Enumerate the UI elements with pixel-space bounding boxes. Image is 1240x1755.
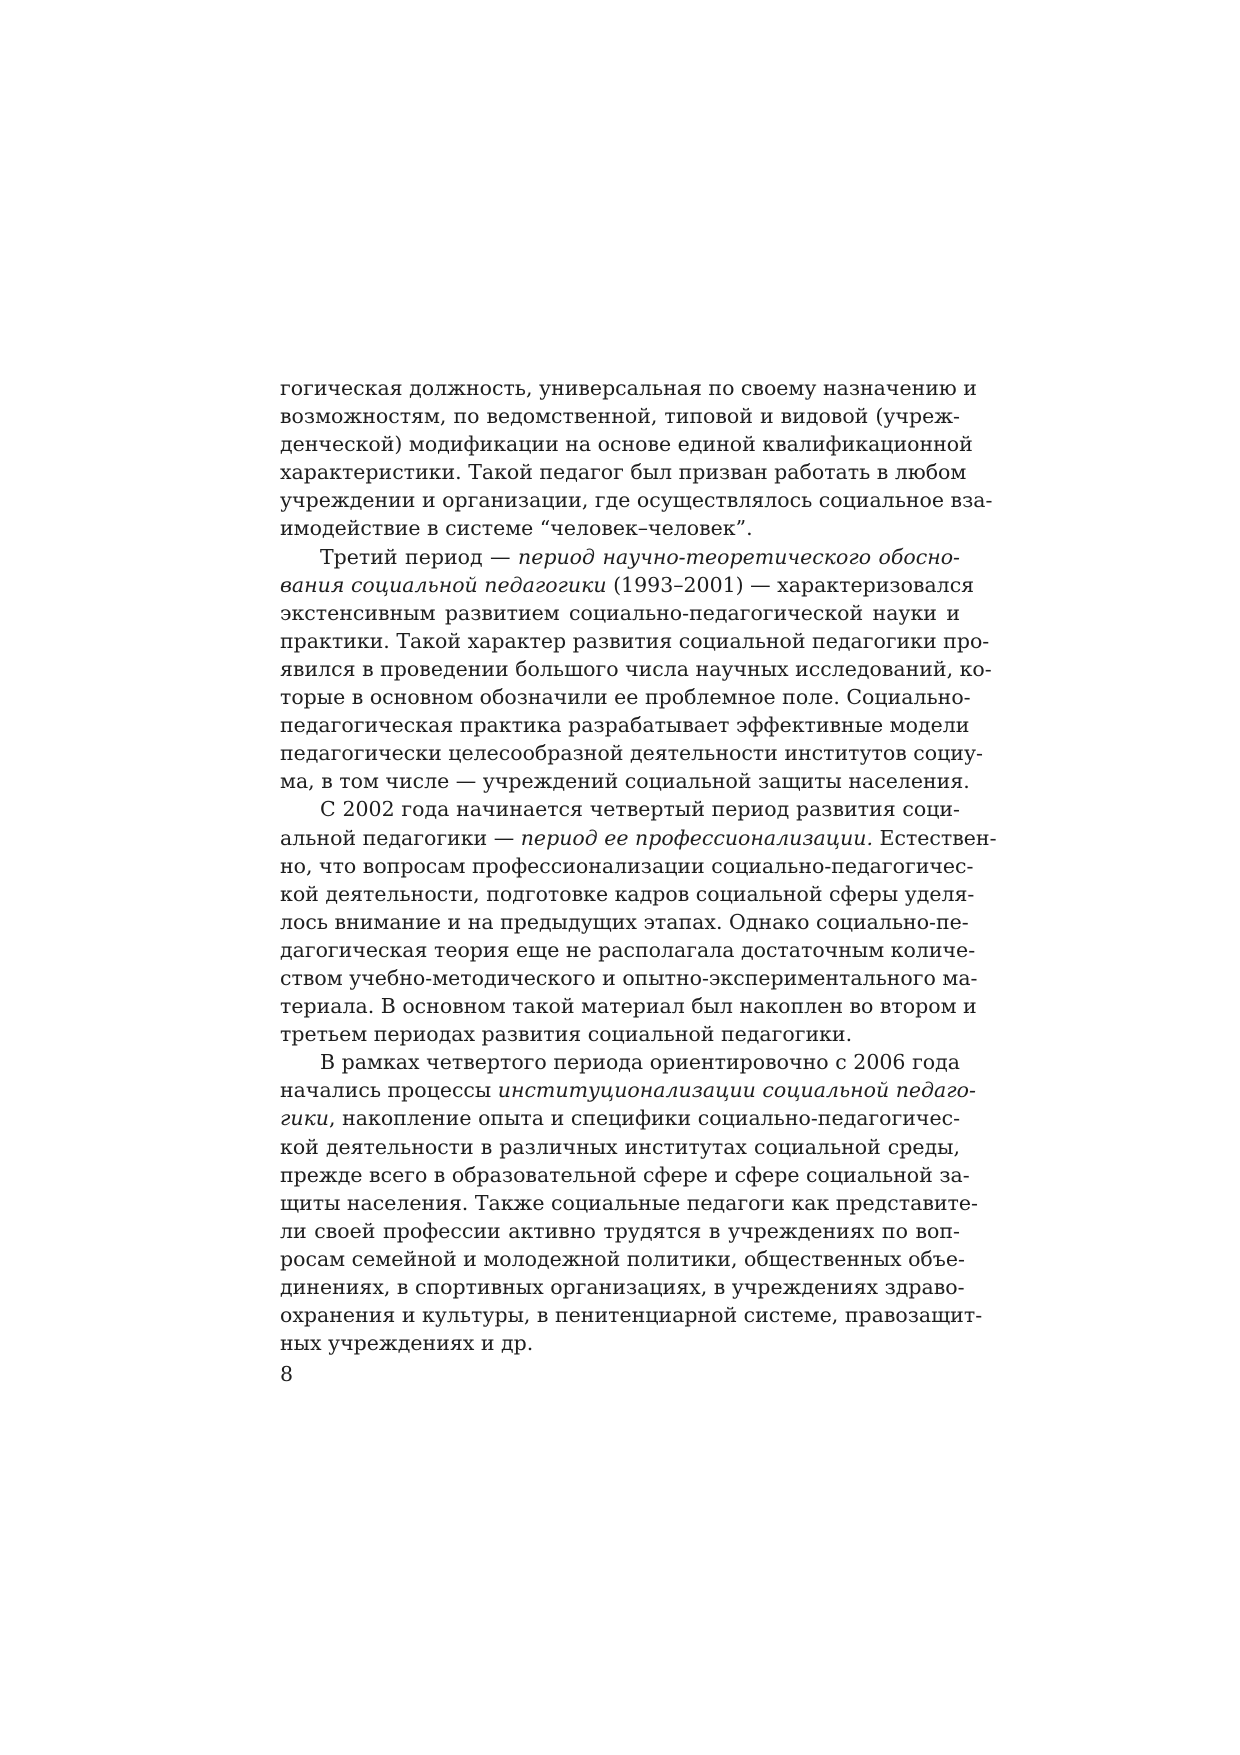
text-run: ных учреждениях и др. [280, 1331, 534, 1356]
text-run: ством учебно-методического и опытно-экспериментального ма- [280, 965, 978, 990]
text-line [280, 936, 976, 964]
text-line [280, 1189, 978, 1217]
text-run: териала. В основном такой материал был накоплен во втором и [280, 994, 977, 1019]
text-line [280, 1133, 960, 1161]
text-run: ма, в том числе — учреждений социальной защиты населения. [280, 769, 970, 794]
text-line [280, 852, 974, 880]
text-run: ли своей профессии активно трудятся в учреждениях по воп- [280, 1218, 960, 1243]
italic-text: вания социальной педагогики [280, 572, 607, 597]
text-run: Третий период — [320, 544, 519, 569]
italic-text: период ее профессионализации. [520, 825, 873, 850]
text-line [280, 1217, 960, 1245]
paragraph [280, 374, 993, 543]
text-run: росам семейной и молодежной политики, общественных объе- [280, 1246, 965, 1271]
italic-text: институционализации социальной педаго- [497, 1078, 976, 1103]
text-line [280, 1329, 960, 1357]
text-line [280, 1076, 976, 1104]
text-line [280, 571, 975, 599]
italic-text: период научно-теоретического обосно- [518, 544, 960, 569]
text-line [280, 374, 977, 402]
text-run: третьем периодах развития социальной педагогики. [280, 1022, 853, 1047]
text-run: дагогическая теория еще не располагала достаточным количе- [280, 937, 976, 962]
text-run: имодействие в системе “человек–человек”. [280, 516, 753, 541]
text-run: характеристики. Такой педагог был призван работать в любом [280, 460, 967, 485]
text-line [280, 514, 960, 542]
text-line [280, 1104, 960, 1132]
text-run: но, что вопросам профессионализации социально-педагогичес- [280, 853, 974, 878]
text-run: С 2002 года начинается четвертый период развития соци- [320, 797, 960, 822]
text-line [280, 486, 993, 514]
text-line [280, 1245, 965, 1273]
text-run: кой деятельности в различных институтах социальной среды, [280, 1134, 960, 1159]
text-run: охранения и культуры, в пенитенциарной системе, правозащит- [280, 1303, 983, 1328]
text-run: В рамках четвертого периода ориентировочно с 2006 года [320, 1050, 960, 1075]
text-run: , накопление опыта и специфики социально-педагогичес- [329, 1106, 960, 1131]
text-run: Естествен- [873, 825, 997, 850]
text-run: денческой) модификации на основе единой квалификационной [280, 432, 973, 457]
text-run: явился в проведении большого числа научных исследований, ко- [280, 656, 992, 681]
text-line [280, 992, 977, 1020]
text-run: возможностям, по ведомственной, типовой и видовой (учреж- [280, 404, 960, 429]
paragraph [280, 1048, 983, 1357]
text-run: динениях, в спортивных организациях, в учреждениях здраво- [280, 1275, 965, 1299]
text-run: педагогическая практика разрабатывает эффективные модели [280, 713, 970, 738]
text-line [280, 599, 960, 627]
text-run: практики. Такой характер развития социальной педагогики про- [280, 628, 990, 653]
italic-text: гики [280, 1106, 330, 1131]
text-line [280, 795, 960, 823]
text-line [280, 1273, 965, 1301]
text-run: (1993–2001) — характеризовался [606, 572, 975, 597]
text-line [280, 711, 970, 739]
text-line [280, 543, 960, 571]
text-line [280, 1301, 983, 1329]
text-run: торые в основном обозначили ее проблемное поле. Социально- [280, 685, 971, 710]
text-line [280, 739, 983, 767]
body-text [280, 374, 997, 1357]
text-line [280, 824, 997, 852]
paragraph [280, 543, 992, 796]
text-line [280, 880, 975, 908]
text-line [280, 402, 960, 430]
text-run: учреждении и организации, где осуществлялось социальное вза- [280, 488, 993, 513]
text-line [280, 627, 990, 655]
text-line [280, 655, 992, 683]
text-run: щиты населения. Также социальные педагоги как представите- [280, 1190, 978, 1215]
text-line [280, 1020, 960, 1048]
text-line [280, 908, 969, 936]
text-line [280, 767, 970, 795]
text-line [280, 1048, 960, 1076]
text-line [280, 458, 967, 486]
text-run: прежде всего в образовательной сфере и сфере социальной за- [280, 1162, 970, 1187]
text-line [280, 683, 971, 711]
text-run: начались процессы [280, 1078, 498, 1103]
text-line [280, 430, 973, 458]
text-run: педагогически целесообразной деятельности институтов социу- [280, 741, 983, 766]
text-line [280, 964, 978, 992]
text-run: экстенсивным развитием социально-педагогической науки и [280, 600, 960, 625]
text-run: кой деятельности, подготовке кадров социальной сферы уделя- [280, 881, 975, 906]
text-run: лось внимание и на предыдущих этапах. Однако социально-пе- [280, 909, 969, 934]
text-line [280, 1161, 970, 1189]
page-number: 8 [280, 1362, 294, 1386]
paragraph [280, 795, 997, 1048]
text-run: гогическая должность, универсальная по своему назначению и [280, 376, 977, 400]
text-run: альной педагогики — [280, 825, 521, 850]
